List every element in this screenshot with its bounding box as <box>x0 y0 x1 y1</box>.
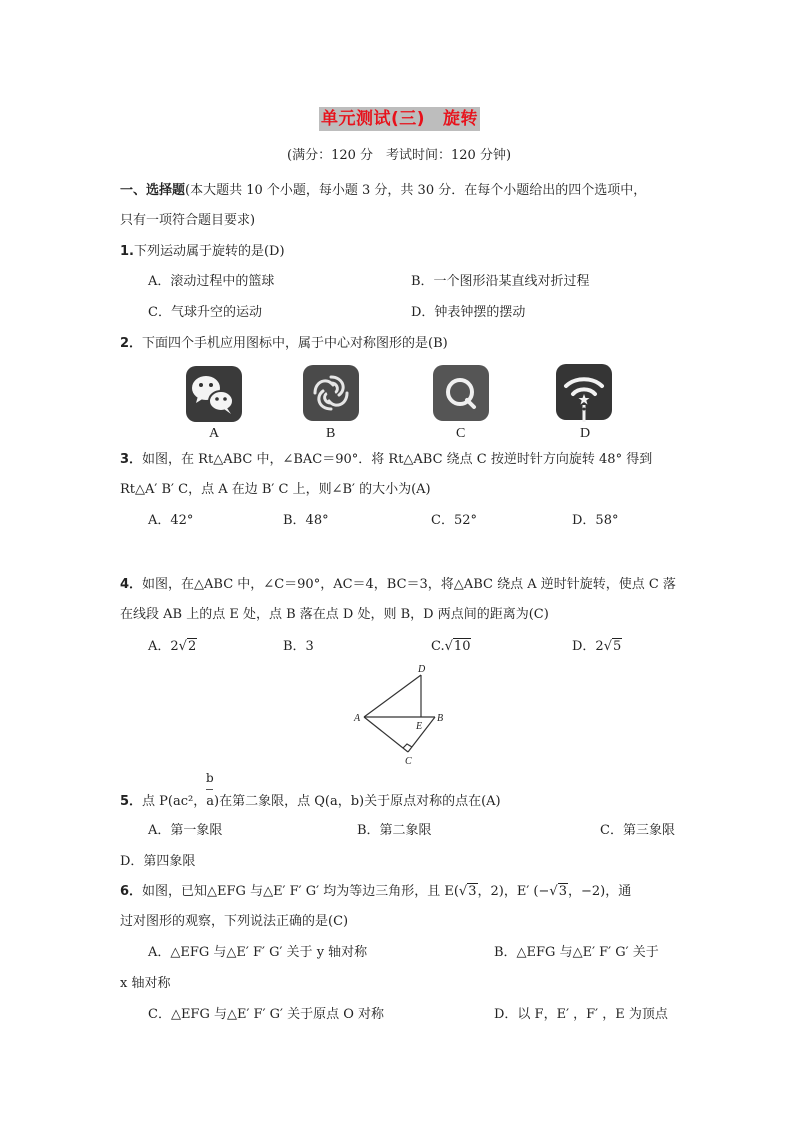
segment-ad <box>364 675 421 717</box>
q4-option-c <box>431 638 471 656</box>
question-stem-pre: 点 P(ac²， <box>142 794 207 809</box>
section-heading: 一、选择题 <box>120 183 186 198</box>
radicand: 5 <box>613 639 622 654</box>
stem-pre: 如图，已知△EFG 与△E′ F′ G′ 均为等边三角形，且 E( <box>142 884 459 899</box>
question-number: 4． <box>120 577 143 592</box>
wechat-icon <box>186 366 242 422</box>
question-number: 6． <box>120 884 143 899</box>
q6-option-d: D．以 F，E′ ，F′ ，E 为顶点 <box>494 1007 668 1022</box>
q4-option-a <box>148 638 197 656</box>
question-5 <box>120 793 501 811</box>
q1-option-b: B．一个图形沿某直线对折过程 <box>411 274 590 289</box>
sqrt: √5 <box>603 639 622 654</box>
label-c: C <box>405 756 412 767</box>
question-number: 1. <box>120 244 134 259</box>
q5-option-c: C．第三象限 <box>600 823 675 838</box>
q3-option-b: B．48° <box>283 513 329 528</box>
question-stem-1: 如图，在 Rt△ABC 中，∠BAC＝90°．将 Rt△ABC 绕点 C 按逆时针方向旋转 48° 得到 <box>142 452 653 467</box>
stem-mid: ，2)，E′ (− <box>477 884 550 899</box>
q5-fraction-denominator: a <box>206 794 215 809</box>
page-title <box>319 107 480 131</box>
question-1 <box>120 243 285 261</box>
right-angle-mark <box>403 744 412 748</box>
q6-stem-2: 过对图形的观察，下列说法正确的是(C) <box>120 914 349 929</box>
option-prefix: A．2 <box>148 639 179 654</box>
q5-option-b: B．第二象限 <box>357 823 432 838</box>
sqrt: √3 <box>549 884 567 899</box>
radicand: 10 <box>453 639 471 654</box>
sqrt: √2 <box>178 639 197 654</box>
title-topic: 旋转 <box>443 109 479 129</box>
question-number: 2． <box>120 336 143 351</box>
q4-triangle-figure <box>340 655 470 770</box>
icon-label-c: C <box>456 426 466 441</box>
q3-stem-2: Rt△A′ B′ C，点 A 在边 B′ C 上，则∠B′ 的大小为(A) <box>120 482 431 497</box>
section-desc-2: 只有一项符合题目要求) <box>120 213 256 228</box>
radicand: 3 <box>558 884 567 899</box>
label-b: B <box>437 713 444 724</box>
radicand: 3 <box>468 884 477 899</box>
radicand: 2 <box>187 639 197 654</box>
q5-option-d: D．第四象限 <box>120 854 196 869</box>
question-number: 3． <box>120 452 143 467</box>
q3-option-c: C．52° <box>431 513 477 528</box>
q4-option-d <box>572 638 622 656</box>
question-4 <box>120 576 676 594</box>
question-stem-1: 如图，在△ABC 中，∠C＝90°，AC＝4，BC＝3，将△ABC 绕点 A 逆时针旋转，使点 C 落 <box>142 577 676 592</box>
q5-option-a: A．第一象限 <box>148 823 223 838</box>
label-a: A <box>354 713 361 724</box>
q1-option-d: D．钟表钟摆的摆动 <box>411 305 526 320</box>
q6-option-b: B．△EFG 与△E′ F′ G′ 关于 <box>494 945 659 960</box>
question-2 <box>120 335 448 353</box>
question-3 <box>120 451 652 469</box>
option-prefix: C. <box>431 639 445 654</box>
icon-label-d: D <box>580 426 591 441</box>
wifi-tower-icon <box>556 364 612 420</box>
question-stem-post: )在第二象限，点 Q(a，b)关于原点对称的点在(A) <box>214 794 501 809</box>
exam-info: (满分：120 分 考试时间：120 分钟) <box>287 148 512 163</box>
q3-option-d: D．58° <box>572 513 619 528</box>
swirl-icon <box>303 365 359 421</box>
question-stem: 下面四个手机应用图标中，属于中心对称图形的是(B) <box>142 336 448 351</box>
icon-label-b: B <box>326 426 336 441</box>
q6-option-b-cont: x 轴对称 <box>120 976 171 991</box>
option-prefix: D．2 <box>572 639 604 654</box>
title-main: 单元测试(三) <box>321 109 426 129</box>
q6-option-c: C．△EFG 与△E′ F′ G′ 关于原点 O 对称 <box>148 1007 385 1022</box>
segment-ac <box>364 717 408 752</box>
icon-label-a: A <box>209 426 220 441</box>
q1-option-a: A．滚动过程中的篮球 <box>148 274 275 289</box>
label-d: D <box>418 664 426 675</box>
q6-option-a: A．△EFG 与△E′ F′ G′ 关于 y 轴对称 <box>148 945 368 960</box>
sqrt: √10 <box>444 639 471 654</box>
q4-stem-2: 在线段 AB 上的点 E 处，点 B 落在点 D 处，则 B，D 两点间的距离为(C) <box>120 607 549 622</box>
q4-option-b: B．3 <box>283 639 314 654</box>
q-search-icon <box>433 365 489 421</box>
q5-fraction-bar <box>206 789 213 790</box>
label-e: E <box>416 721 423 732</box>
q3-option-a: A．42° <box>148 513 194 528</box>
question-number: 5． <box>120 794 143 809</box>
question-6 <box>120 883 631 901</box>
q1-option-c: C．气球升空的运动 <box>148 305 262 320</box>
stem-post: ，−2)，通 <box>567 884 632 899</box>
sqrt: √3 <box>458 884 477 899</box>
section-intro <box>120 182 646 200</box>
section-desc-1: (本大题共 10 个小题，每小题 3 分，共 30 分．在每个小题给出的四个选项中， <box>185 183 647 198</box>
q5-fraction-numerator: b <box>206 771 214 785</box>
question-stem: 下列运动属于旋转的是(D) <box>133 244 285 259</box>
